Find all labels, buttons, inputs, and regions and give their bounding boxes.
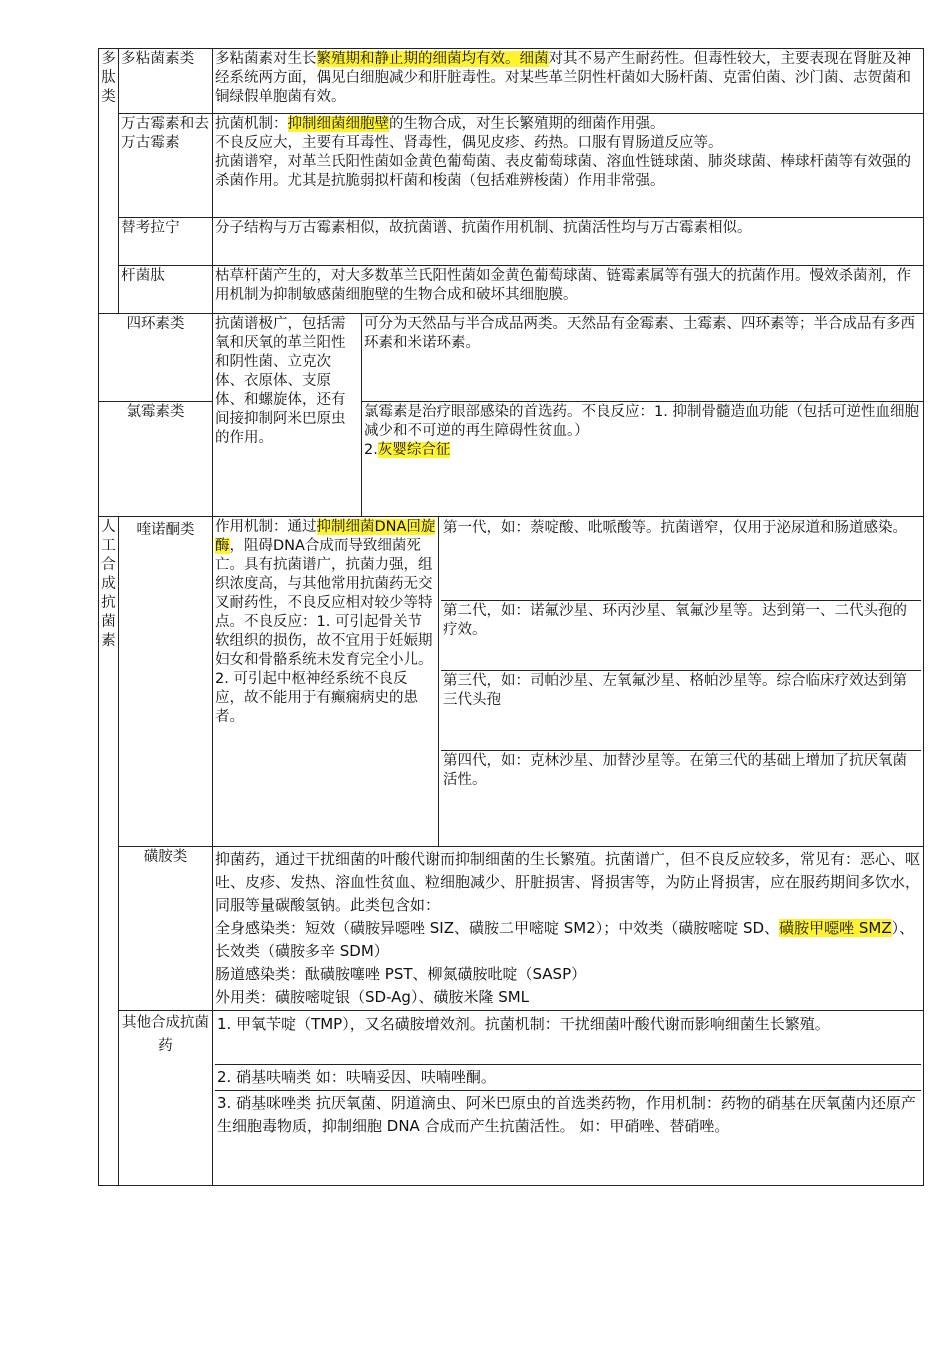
drug-name: 万古霉素和去万古霉素: [119, 114, 213, 218]
generation-list: [439, 517, 924, 847]
other-drug-list: [213, 1011, 924, 1186]
drug-name: 氯霉素类: [99, 402, 213, 517]
drug-name: 多粘菌素类: [119, 49, 213, 114]
drug-name: 四环素类: [99, 314, 213, 402]
drug-name: 喹诺酮类: [119, 517, 213, 847]
list-item: 2. 硝基呋喃类 如：呋喃妥因、呋喃唑酮。: [215, 1064, 921, 1090]
table-row: [99, 314, 924, 402]
drug-desc: 抑菌药，通过干扰细菌的叶酸代谢而抑制细菌的生长繁殖。抗菌谱广，但不良反应较多，常见有：恶心、呕吐、皮疹、发热、溶血性贫血、粒细胞减少、肝脏损害、肾损害等，为防止肾损害，应在服药期间多饮水，同服等量碳酸氢钠。此类包含如： 全身感染类：短效（磺胺异噁唑 SIZ、磺胺二甲嘧啶 SM2）；中效类（磺胺嘧啶 SD、磺胺甲噁唑 SMZ）、长效类（磺胺多辛 SDM） 肠道感染类：酞磺胺噻唑 PST、柳氮磺胺吡啶（SASP） 外用类：磺胺嘧啶银（SD-Ag）、磺胺米隆 SML: [213, 847, 924, 1011]
group-label-polypeptide: 多肽类: [99, 49, 119, 314]
drug-table: [98, 48, 924, 1186]
highlight: 繁殖期和静止期的细菌均有效。细菌: [316, 51, 549, 67]
drug-desc: 枯草杆菌产生的，对大多数革兰氏阳性菌如金黄色葡萄球菌、链霉素属等有强大的抗菌作用。慢效杀菌剂，作用机制为抑制敏感菌细胞壁的生物合成和破坏其细胞膜。: [213, 266, 924, 314]
generation-table: [441, 518, 921, 844]
drug-desc: 多粘菌素对生长繁殖期和静止期的细菌均有效。细菌对其不易产生耐药性。但毒性较大，主要表现在肾脏及神经系统两方面，偶见白细胞减少和肝脏毒性。对某些革兰阴性杆菌如大肠杆菌、克雷伯菌、沙门菌、志贺菌和铜绿假单胞菌有效。: [213, 49, 924, 114]
generation-item: 第二代，如：诺氟沙星、环丙沙星、氧氟沙星等。达到第一、二代头孢的疗效。: [441, 600, 921, 670]
highlight: 抑制细菌细胞壁: [287, 116, 389, 132]
group-label-synthetic: 人工合成抗菌素: [99, 517, 119, 1186]
drug-desc: 抗菌机制：抑制细菌细胞壁的生物合成，对生长繁殖期的细菌作用强。 不良反应大，主要有耳毒性、肾毒性，偶见皮疹、药热。口服有胃肠道反应等。 抗菌谱窄，对革兰氏阳性菌如金黄色葡萄菌、表皮葡萄球菌、溶血性链球菌、肺炎球菌、棒球杆菌等有效强的杀菌作用。尤其是抗脆弱拟杆菌和梭菌（包括难辨梭菌）作用非常强。: [213, 114, 924, 218]
table-row: [99, 1011, 924, 1186]
highlight: 灰婴综合征: [377, 442, 451, 458]
drug-name: 替考拉宁: [119, 218, 213, 266]
generation-item: 第一代，如：萘啶酸、吡哌酸等。抗菌谱窄，仅用于泌尿道和肠道感染。: [441, 518, 921, 600]
list-item: 3. 硝基咪唑类 抗厌氧菌、阴道滴虫、阿米巴原虫的首选类药物，作用机制：药物的硝基在厌氧菌内还原产生细胞毒物质，抑制细胞 DNA 合成而产生抗菌活性。 如：甲硝唑、替硝唑。: [217, 1093, 916, 1135]
table-row: [99, 114, 924, 218]
table-row: [99, 49, 924, 114]
drug-name: 杆菌肽: [119, 266, 213, 314]
table-row: [99, 218, 924, 266]
highlight: 抑制细菌DNA回旋酶: [215, 519, 436, 554]
shared-spectrum: 抗菌谱极广，包括需氧和厌氧的革兰阳性和阴性菌、立克次体、衣原体、支原体、和螺旋体，还有间接抑制阿米巴原虫的作用。: [213, 314, 362, 517]
generation-item: 第四代，如：克林沙星、加替沙星等。在第三代的基础上增加了抗厌氧菌活性。: [443, 752, 907, 788]
table-row: [99, 266, 924, 314]
drug-name: 磺胺类: [119, 847, 213, 1011]
list-item: 1. 甲氧苄啶（TMP），又名磺胺增效剂。抗菌机制：干扰细菌叶酸代谢而影响细菌生长繁殖。: [215, 1012, 921, 1064]
drug-mechanism: 作用机制：通过抑制细菌DNA回旋酶，阻碍DNA合成而导致细菌死亡。具有抗菌谱广，抗菌力强，组织浓度高，与其他常用抗菌药无交叉耐药性，不良反应相对较少等特点。不良反应：1. 可引起骨关节软组织的损伤，故不宜用于妊娠期妇女和骨骼系统未发育完全小儿。2. 可引起中枢神经系统不良反应，故不能用于有癫痫病史的患者。: [213, 517, 439, 847]
other-drug-table: [215, 1012, 921, 1184]
table-row: [99, 847, 924, 1011]
generation-item: 第三代，如：司帕沙星、左氧氟沙星、格帕沙星等。综合临床疗效达到第三代头孢: [441, 670, 921, 750]
highlight: 磺胺甲噁唑 SMZ: [779, 919, 892, 937]
drug-desc: 分子结构与万古霉素相似，故抗菌谱、抗菌作用机制、抗菌活性均与万古霉素相似。: [213, 218, 924, 266]
table-row: [99, 517, 924, 847]
drug-desc: 可分为天然品与半合成品两类。天然品有金霉素、土霉素、四环素等；半合成品有多西环素和米诺环素。: [362, 314, 924, 402]
drug-desc: 氯霉素是治疗眼部感染的首选药。不良反应：1. 抑制骨髓造血功能（包括可逆性血细胞减少和不可逆的再生障碍性贫血。） 2.灰婴综合征: [362, 402, 924, 517]
drug-name: 其他合成抗菌药: [119, 1011, 213, 1186]
